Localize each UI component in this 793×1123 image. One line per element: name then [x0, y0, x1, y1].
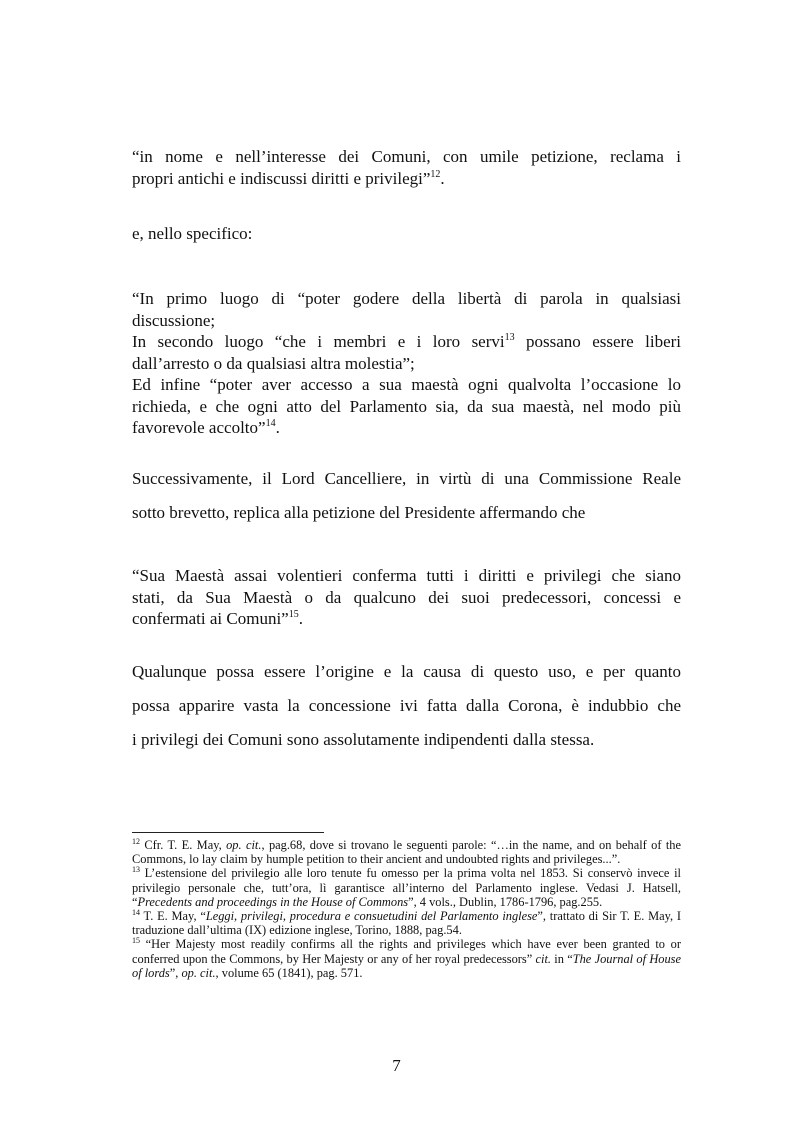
footnotes [132, 838, 681, 980]
quote-line: richieda, e che ogni atto del Parlamento sia, da sua maestà, nel modo più [132, 396, 681, 416]
quote-line: In secondo luogo “che i membri e i loro servi$^{13}$ possano essere liberi [132, 332, 682, 351]
quote-line: favorevole accolto”$^{14}$. [132, 418, 280, 437]
text-line: sotto brevetto, replica alla petizione del Presidente affermando che [132, 503, 586, 522]
footnote-12: $^{12}$ Cfr. T. E. May, op. cit., pag.68, dove si trovano le seguenti parole: “…in the name, and on behalf of the Commons, lo lay claim by humple petition to their ancient and undoubted rights and privileges...”. [132, 837, 681, 867]
quote-line: “in nome e nell’interesse dei Comuni, con umile petizione, reclama i [132, 147, 681, 166]
paragraph-lord-cancelliere [132, 462, 681, 530]
paragraph-qualunque [132, 655, 681, 757]
quote-line: propri antichi e indiscussi diritti e privilegi”$^{12}$. [132, 168, 445, 188]
footnote-ref[interactable]: 15 [288, 609, 299, 620]
quote-privileges [132, 288, 681, 439]
quote-line: “In primo luogo di “poter godere della libertà di parola in qualsiasi [132, 289, 681, 308]
text-line: Qualunque possa essere l’origine e la causa di questo uso, e per quanto [132, 662, 681, 681]
paragraph-specifico: e, nello specifico: [132, 224, 253, 243]
text-line: Successivamente, il Lord Cancelliere, in virtù di una Commissione Reale [132, 469, 681, 488]
quote-petition [132, 146, 681, 189]
quote-line: “Sua Maestà assai volentieri conferma tutti i diritti e privilegi che siano [132, 566, 681, 585]
quote-line: dall’arresto o da qualsiasi altra molestia”; [132, 353, 415, 373]
quote-line: confermati ai Comuni”$^{15}$. [132, 609, 303, 628]
quote-sua-maesta [132, 565, 681, 630]
footnote-ref[interactable]: 13 [504, 332, 515, 343]
quote-line: Ed infine “poter aver accesso a sua maestà ogni qualvolta l’occasione lo [132, 375, 681, 394]
quote-line: stati, da Sua Maestà o da qualcuno dei suoi predecessori, concessi e [132, 587, 681, 607]
footnote-15: $^{15}$ “Her Majesty most readily confirms all the rights and privileges which have ever been granted to or conferred upon the Commons, by Her Majesty or any of her royal predecessors” cit. in “The Journal of House of lords”, op. cit., volume 65 (1841), pag. 571. [132, 936, 681, 980]
page-number: 7 [392, 1056, 401, 1075]
footnote-ref[interactable]: 14 [265, 418, 276, 429]
footnote-13: $^{13}$ L’estensione del privilegio alle loro tenute fu omesso per la prima volta nel 1853. Si conservò invece il privilegio personale che, tutt’ora, lì garantisce all’interno del Parlamento inglese. Vedasi J. Hatsell, “Precedents and proceedings in the House of Commons”, 4 vols., Dublin, 1786-1796, pag.255. [132, 865, 681, 909]
footnote-14: $^{14}$ T. E. May, “Leggi, privilegi, procedura e consuetudini del Parlamento inglese”, trattato di Sir T. E. May, I traduzione dall’ultima (IX) edizione inglese, Torino, 1888, pag.54. [132, 908, 681, 938]
quote-line: discussione; [132, 310, 216, 330]
text-line: possa apparire vasta la concessione ivi fatta dalla Corona, è indubbio che [132, 696, 681, 715]
footnote-separator [132, 832, 324, 833]
text-line: i privilegi dei Comuni sono assolutamente indipendenti dalla stessa. [132, 730, 595, 749]
footnote-ref[interactable]: 12 [430, 168, 441, 180]
